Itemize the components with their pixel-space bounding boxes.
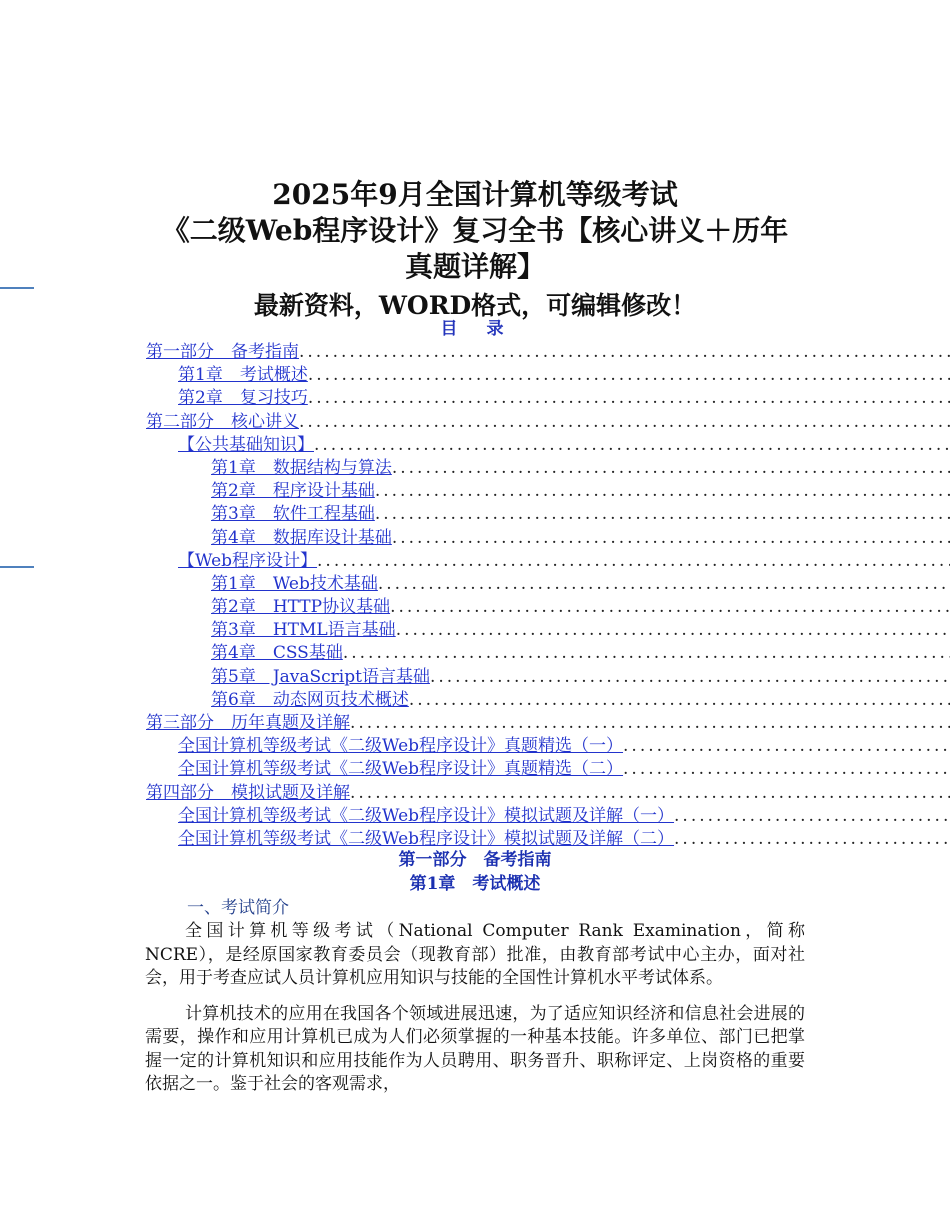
toc-entry [0, 782, 950, 805]
toc-link[interactable]: 第四部分 模拟试题及详解 [146, 782, 350, 803]
toc-leader-dots [375, 503, 950, 526]
toc-leader-dots [392, 457, 950, 480]
toc-entry [0, 480, 950, 503]
toc-link[interactable]: 第1章 考试概述 [178, 365, 308, 386]
toc-leader-dots [430, 666, 950, 689]
toc-entry [0, 364, 950, 387]
toc-link[interactable]: 第4章 数据库设计基础 [211, 527, 392, 548]
toc-entry [0, 596, 950, 619]
document-subtitle: 最新资料，WORD格式，可编辑修改！ [253, 291, 697, 320]
body-text [145, 920, 805, 1097]
toc-link[interactable]: 第4章 CSS基础 [211, 643, 343, 664]
toc-leader-dots [350, 712, 950, 735]
toc-entry [0, 434, 950, 457]
toc-link[interactable]: 第6章 动态网页技术概述 [211, 689, 409, 710]
toc-link[interactable]: 第2章 程序设计基础 [211, 481, 375, 502]
toc-entry [0, 411, 950, 434]
toc-leader-dots [396, 619, 950, 642]
toc-leader-dots [674, 828, 950, 851]
toc-leader-dots [314, 434, 950, 457]
toc-leader-dots [308, 387, 950, 410]
toc-entry [0, 828, 950, 851]
toc-entry [0, 689, 950, 712]
toc-entry [0, 758, 950, 781]
toc-entry [0, 503, 950, 526]
section-heading: 一、考试简介 [187, 898, 289, 918]
toc-entry [0, 527, 950, 550]
toc-leader-dots [308, 364, 950, 387]
toc-heading: 目 录 [440, 319, 510, 339]
chapter-heading: 第1章 考试概述 [409, 874, 541, 894]
toc-link[interactable]: 第一部分 备考指南 [146, 342, 299, 362]
toc-leader-dots [299, 341, 950, 364]
toc-link[interactable]: 第2章 复习技巧 [178, 388, 308, 409]
toc-link[interactable]: 第2章 HTTP协议基础 [211, 597, 391, 618]
toc-link[interactable]: 【Web程序设计】 [178, 550, 318, 571]
toc-entry [0, 642, 950, 665]
toc-link[interactable]: 全国计算机等级考试《二级Web程序设计》模拟试题及详解（二） [178, 828, 675, 849]
toc-leader-dots [390, 596, 950, 619]
table-of-contents [0, 341, 950, 851]
part-heading: 第一部分 备考指南 [398, 850, 552, 870]
toc-leader-dots [317, 550, 950, 573]
toc-link[interactable]: 第3章 软件工程基础 [211, 504, 375, 525]
toc-link[interactable]: 第1章 数据结构与算法 [211, 457, 392, 478]
toc-leader-dots [623, 758, 950, 781]
toc-entry [0, 735, 950, 758]
toc-leader-dots [375, 480, 950, 503]
toc-link[interactable]: 第5章 JavaScript语言基础 [211, 666, 430, 687]
toc-leader-dots [392, 527, 950, 550]
toc-leader-dots [409, 689, 950, 712]
paragraph: 计算机技术的应用在我国各个领域进展迅速，为了适应知识经济和信息社会进展的需要，操作和应用计算机已成为人们必须掌握的一种基本技能。许多单位、部门已把掌握一定的计算机知识和应用技能作为人员聘用、职务晋升、职称评定、上岗资格的重要依据之一。鉴于社会的客观需求， [145, 1003, 805, 1094]
toc-entry [0, 619, 950, 642]
toc-link[interactable]: 第二部分 核心讲义 [146, 411, 299, 432]
toc-leader-dots [299, 411, 950, 434]
toc-entry [0, 712, 950, 735]
toc-entry [0, 666, 950, 689]
title-line-2: 《二级Web程序设计》复习全书【核心讲义＋历年 [161, 214, 789, 247]
toc-leader-dots [343, 642, 950, 665]
toc-link[interactable]: 全国计算机等级考试《二级Web程序设计》真题精选（二） [178, 759, 624, 780]
title-line-1: 2025年9月全国计算机等级考试 [272, 178, 678, 211]
toc-link[interactable]: 全国计算机等级考试《二级Web程序设计》真题精选（一） [178, 736, 624, 757]
toc-link[interactable]: 全国计算机等级考试《二级Web程序设计》模拟试题及详解（一） [178, 805, 675, 826]
toc-leader-dots [623, 735, 950, 758]
toc-entry [0, 573, 950, 596]
paragraph: 全国计算机等级考试（National Computer Rank Examination，简称NCRE），是经原国家教育委员会（现教育部）批准，由教育部考试中心主办，面对社会，用于考查应试人员计算机应用知识与技能的全国性计算机水平考试体系。 [145, 921, 805, 988]
title-line-3: 真题详解】 [404, 250, 545, 283]
toc-entry [0, 387, 950, 410]
toc-leader-dots [350, 782, 950, 805]
toc-leader-dots [674, 805, 950, 828]
toc-link[interactable]: 第三部分 历年真题及详解 [146, 713, 350, 733]
document-title [0, 177, 950, 285]
toc-link[interactable]: 第1章 Web技术基础 [211, 573, 378, 594]
toc-leader-dots [378, 573, 950, 596]
toc-entry [0, 457, 950, 480]
toc-entry [0, 341, 950, 364]
toc-link[interactable]: 第3章 HTML语言基础 [211, 620, 396, 641]
toc-link[interactable]: 【公共基础知识】 [178, 434, 314, 455]
toc-entry [0, 805, 950, 828]
toc-entry [0, 550, 950, 573]
